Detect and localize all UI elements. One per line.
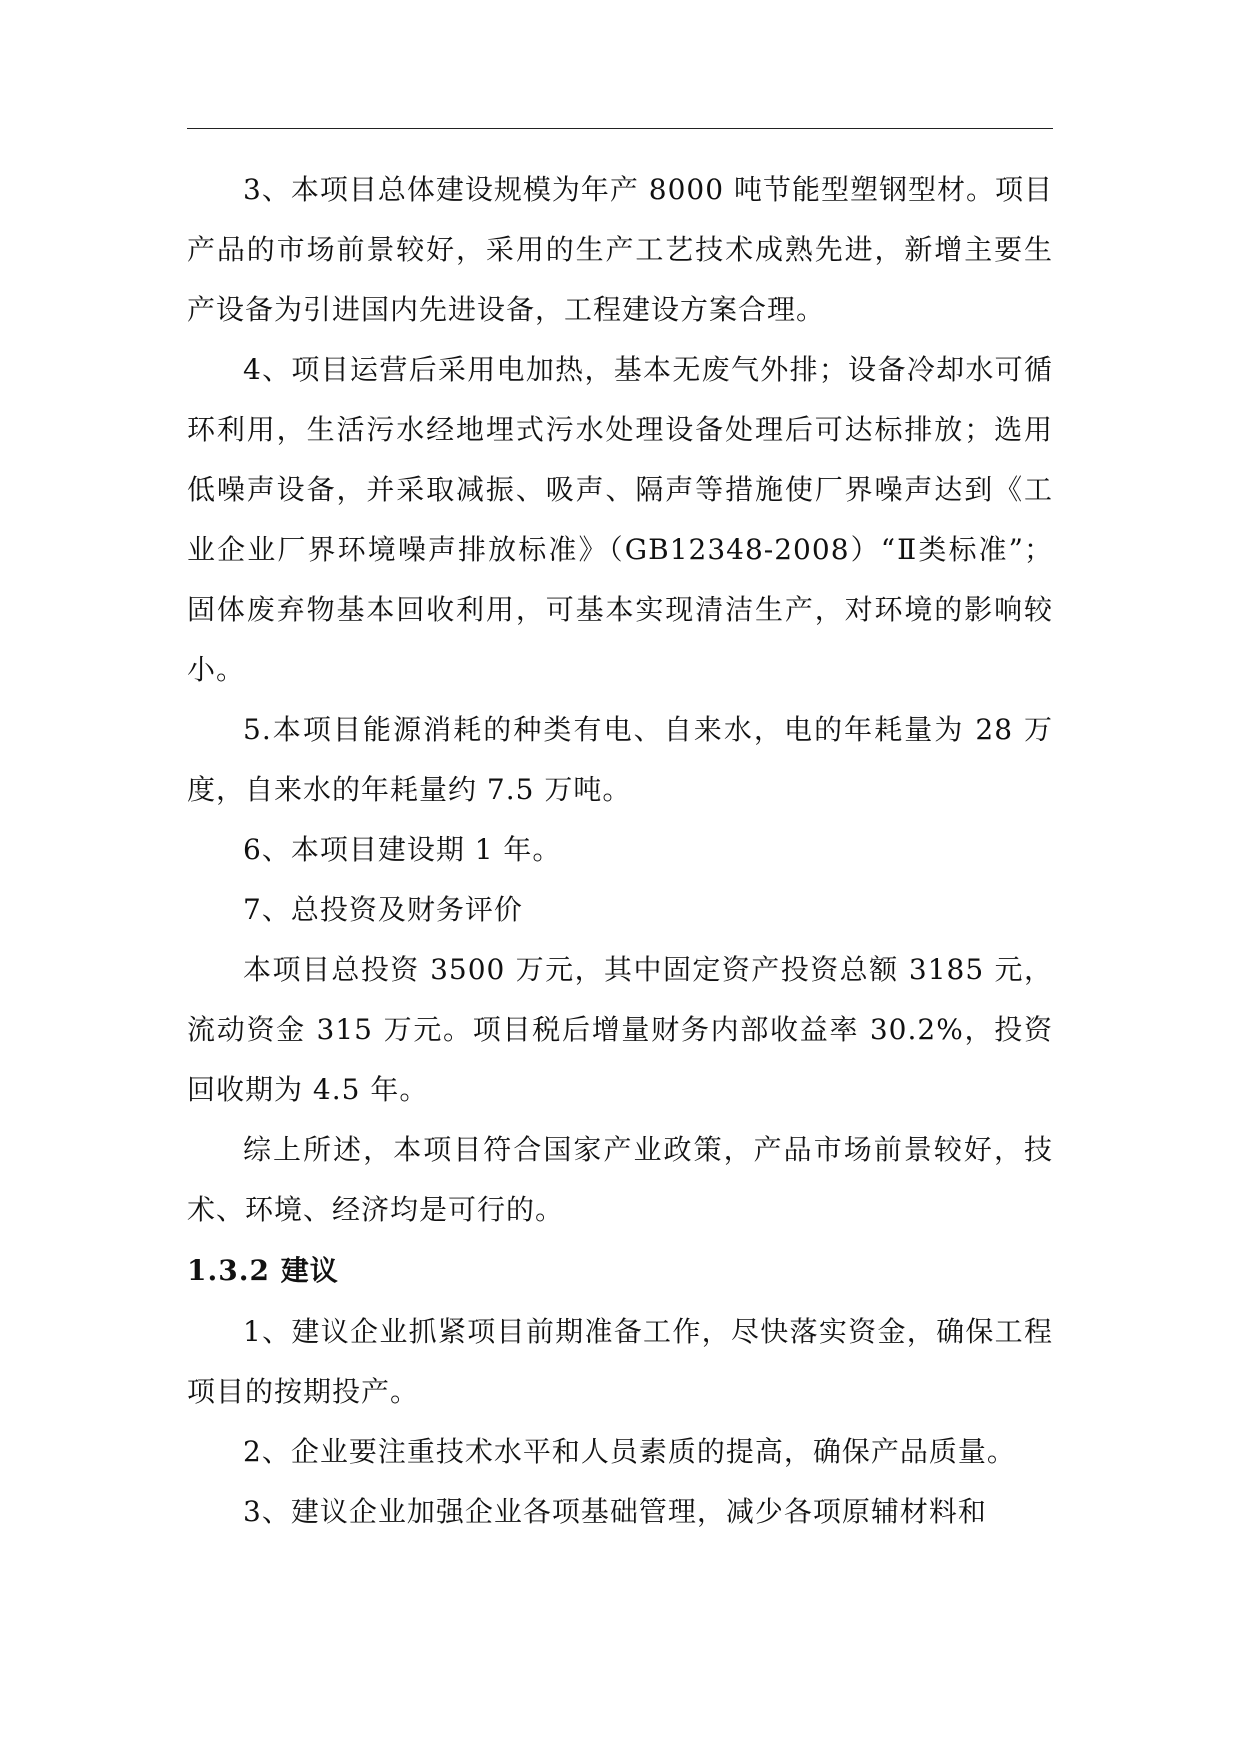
suggestion-item-3: 3、建议企业加强企业各项基础管理，减少各项原辅材料和 [243, 1495, 987, 1528]
suggestion-item-1: 1、建议企业抓紧项目前期准备工作，尽快落实资金，确保工程项目的按期投产。 [187, 1315, 1053, 1408]
document-body [187, 160, 1053, 1542]
suggestion-item-2: 2、企业要注重技术水平和人员素质的提高，确保产品质量。 [243, 1435, 1016, 1468]
paragraph-item-3: 3、本项目总体建设规模为年产 8000 吨节能型塑钢型材。项目产品的市场前景较好，采用的生产工艺技术成熟先进，新增主要生产设备为引进国内先进设备，工程建设方案合理。 [187, 173, 1053, 326]
paragraph-item-5: 5.本项目能源消耗的种类有电、自来水，电的年耗量为 28 万度，自来水的年耗量约 7.5 万吨。 [187, 713, 1053, 806]
section-heading: 1.3.2 建议 [187, 1254, 339, 1287]
header-rule [187, 128, 1053, 129]
paragraph-item-6: 6、本项目建设期 1 年。 [243, 833, 562, 866]
paragraph-investment: 本项目总投资 3500 万元，其中固定资产投资总额 3185 元，流动资金 315 万元。项目税后增量财务内部收益率 30.2%，投资回收期为 4.5 年。 [187, 953, 1053, 1106]
paragraph-summary: 综上所述，本项目符合国家产业政策，产品市场前景较好，技术、环境、经济均是可行的。 [187, 1133, 1053, 1226]
paragraph-item-4: 4、项目运营后采用电加热，基本无废气外排；设备冷却水可循环利用，生活污水经地埋式污水处理设备处理后可达标排放；选用低噪声设备，并采取减振、吸声、隔声等措施使厂界噪声达到《工业企业厂界环境噪声排放标准》（GB12348-2008）“Ⅱ类标准”； 固体废弃物基本回收利用，可基本实现清洁生产，对环境的影响较小。 [187, 353, 1053, 686]
paragraph-item-7: 7、总投资及财务评价 [243, 893, 523, 926]
